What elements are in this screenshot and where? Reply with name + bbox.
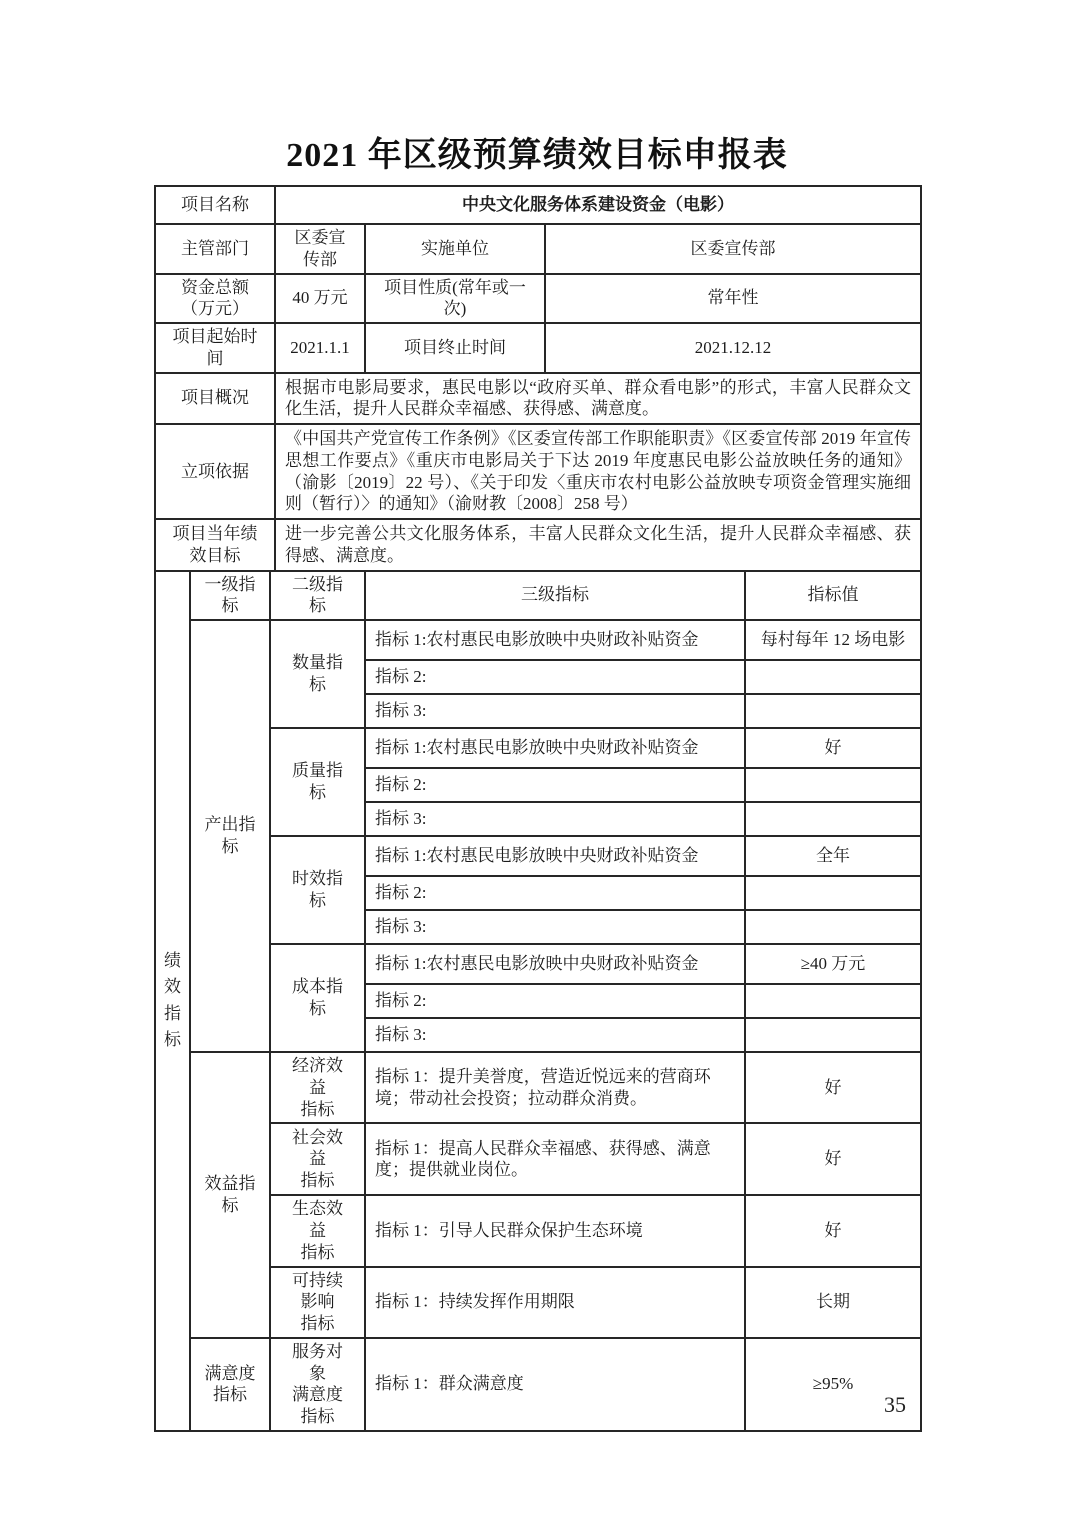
subgroup-sustainable-label: 可持续影响 指标 (270, 1267, 365, 1338)
indicator-label: 指标 1：引导人民群众保护生态环境 (365, 1195, 745, 1266)
impl-unit-value: 区委宣传部 (545, 224, 921, 274)
group-benefit-label: 效益指标 (190, 1052, 270, 1338)
table-row (155, 1052, 921, 1123)
indicator-value: 好 (745, 1123, 921, 1195)
table-row (155, 944, 921, 984)
performance-indicator-table (154, 570, 922, 1432)
indicator-value: ≥40 万元 (745, 944, 921, 984)
indicator-label: 指标 1:农村惠民电影放映中央财政补贴资金 (365, 620, 745, 660)
subgroup-service-label: 服务对象 满意度 指标 (270, 1338, 365, 1431)
table-row (155, 224, 921, 274)
header-level2: 二级指标 (270, 571, 365, 621)
table-row (155, 1195, 921, 1266)
start-date-label: 项目起始时间 (155, 323, 275, 373)
project-name-label: 项目名称 (155, 186, 275, 224)
indicator-value (745, 910, 921, 944)
indicator-label: 指标 1：群众满意度 (365, 1338, 745, 1431)
indicator-label: 指标 1:农村惠民电影放映中央财政补贴资金 (365, 836, 745, 876)
indicator-value: 好 (745, 1195, 921, 1266)
indicator-value (745, 768, 921, 802)
overview-label: 项目概况 (155, 373, 275, 425)
table-row (155, 373, 921, 425)
indicator-value (745, 1018, 921, 1052)
subgroup-economic-label: 经济效益 指标 (270, 1052, 365, 1123)
dept-value: 区委宣传部 (275, 224, 365, 274)
indicator-label: 指标 1:农村惠民电影放映中央财政补贴资金 (365, 728, 745, 768)
annual-goal-value: 进一步完善公共文化服务体系，丰富人民群众文化生活，提升人民群众幸福感、获得感、满意度。 (275, 519, 921, 571)
table-row (155, 1267, 921, 1338)
subgroup-cost-label: 成本指标 (270, 944, 365, 1052)
indicator-label: 指标 1：提高人民群众幸福感、获得感、满意度；提供就业岗位。 (365, 1123, 745, 1195)
group-output-label: 产出指标 (190, 620, 270, 1052)
start-date-value: 2021.1.1 (275, 323, 365, 373)
subgroup-ecological-label: 生态效益 指标 (270, 1195, 365, 1266)
indicator-value (745, 694, 921, 728)
impl-unit-label: 实施单位 (365, 224, 545, 274)
subgroup-timeliness-label: 时效指标 (270, 836, 365, 944)
table-row (155, 424, 921, 519)
page-title: 2021 年区级预算绩效目标申报表 (286, 137, 788, 174)
indicator-value (745, 660, 921, 694)
end-date-value: 2021.12.12 (545, 323, 921, 373)
table-row (155, 571, 921, 621)
indicator-value (745, 802, 921, 836)
budget-label: 资金总额 （万元） (155, 274, 275, 324)
budget-value: 40 万元 (275, 274, 365, 324)
indicator-value: 全年 (745, 836, 921, 876)
group-satisfaction-label: 满意度指标 (190, 1338, 270, 1431)
header-value: 指标值 (745, 571, 921, 621)
table-row (155, 1123, 921, 1195)
indicator-value: 长期 (745, 1267, 921, 1338)
indicator-label: 指标 2: (365, 660, 745, 694)
annual-goal-label: 项目当年绩效目标 (155, 519, 275, 571)
project-info-table (154, 185, 922, 572)
subgroup-social-label: 社会效益 指标 (270, 1123, 365, 1195)
indicator-label: 指标 1：持续发挥作用期限 (365, 1267, 745, 1338)
perf-side-label (155, 571, 190, 1431)
end-date-label: 项目终止时间 (365, 323, 545, 373)
subgroup-quantity-label: 数量指标 (270, 620, 365, 728)
indicator-label: 指标 3: (365, 694, 745, 728)
table-row (155, 274, 921, 324)
indicator-value: 好 (745, 1052, 921, 1123)
document-page (154, 136, 920, 1432)
basis-label: 立项依据 (155, 424, 275, 519)
dept-label: 主管部门 (155, 224, 275, 274)
indicator-label: 指标 1：提升美誉度，营造近悦远来的营商环境；带动社会投资；拉动群众消费。 (365, 1052, 745, 1123)
indicator-label: 指标 3: (365, 1018, 745, 1052)
indicator-value: ≥95% (745, 1338, 921, 1431)
subgroup-quality-label: 质量指标 (270, 728, 365, 836)
table-row (155, 323, 921, 373)
table-row (155, 620, 921, 660)
table-row (155, 519, 921, 571)
indicator-value: 每村每年 12 场电影 (745, 620, 921, 660)
indicator-label: 指标 2: (365, 876, 745, 910)
header-level3: 三级指标 (365, 571, 745, 621)
indicator-label: 指标 3: (365, 910, 745, 944)
table-row (155, 186, 921, 224)
table-row (155, 728, 921, 768)
indicator-value (745, 984, 921, 1018)
indicator-label: 指标 1:农村惠民电影放映中央财政补贴资金 (365, 944, 745, 984)
nature-value: 常年性 (545, 274, 921, 324)
page-number: 35 (884, 1392, 906, 1417)
indicator-value: 好 (745, 728, 921, 768)
nature-label: 项目性质(常年或一次) (365, 274, 545, 324)
project-name-value: 中央文化服务体系建设资金（电影） (275, 186, 921, 224)
table-row (155, 836, 921, 876)
indicator-label: 指标 3: (365, 802, 745, 836)
table-row (155, 1338, 921, 1431)
overview-value: 根据市电影局要求，惠民电影以“政府买单、群众看电影”的形式，丰富人民群众文化生活，提升人民群众幸福感、获得感、满意度。 (275, 373, 921, 425)
indicator-label: 指标 2: (365, 768, 745, 802)
basis-value: 《中国共产党宣传工作条例》《区委宣传部工作职能职责》《区委宣传部 2019 年宣传思想工作要点》《重庆市电影局关于下达 2019 年度惠民电影公益放映任务的通知》（渝影〔2019〕22 号）、《关于印发〈重庆市农村电影公益放映专项资金管理实施细则（暂行）〉的通知》（渝财教〔2008〕258 号） (275, 424, 921, 519)
header-level1: 一级指标 (190, 571, 270, 621)
indicator-value (745, 876, 921, 910)
indicator-label: 指标 2: (365, 984, 745, 1018)
perf-side-label-text: 绩效指标 (164, 951, 181, 1050)
